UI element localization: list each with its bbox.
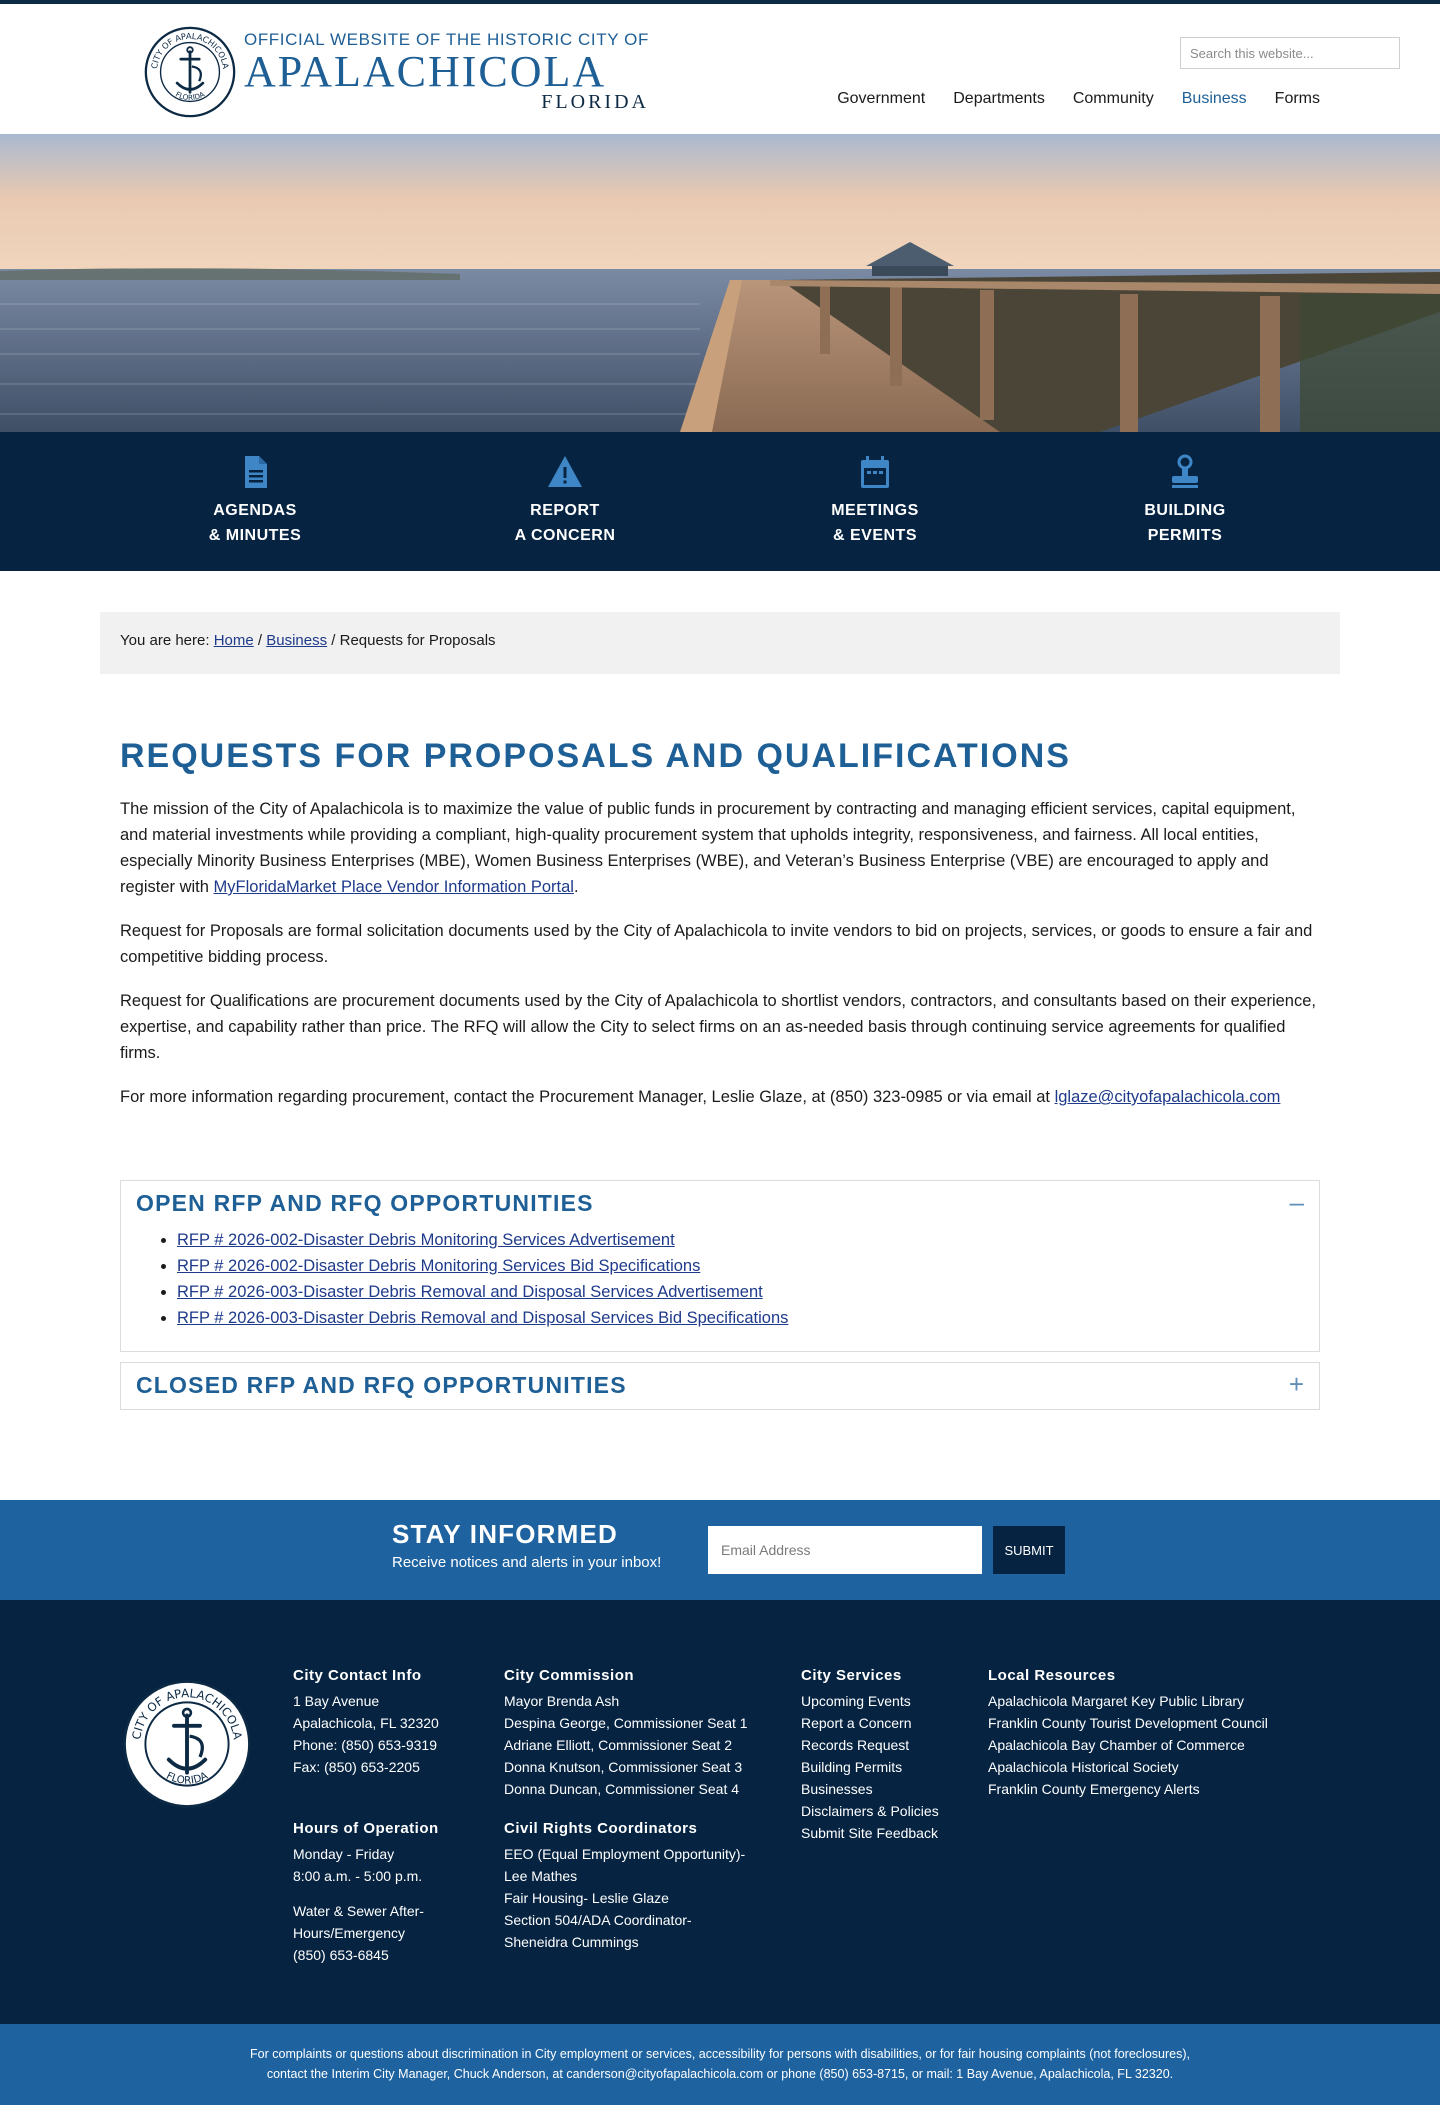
footer-link-library[interactable]: Apalachicola Margaret Key Public Library — [988, 1693, 1245, 1709]
quick-link-building-permits[interactable] — [1075, 432, 1295, 571]
contact-line: Apalachicola, FL 32320 — [293, 1715, 439, 1731]
quick-link-report-concern[interactable] — [455, 432, 675, 571]
warning-icon — [547, 454, 583, 490]
logo-tagline: OFFICIAL WEBSITE OF THE HISTORIC CITY OF — [244, 30, 649, 49]
quick-link-label: BUILDING PERMITS — [1144, 502, 1226, 544]
footer-resources-column — [988, 1665, 1308, 1800]
accordion-closed-opportunities — [120, 1362, 1320, 1410]
quick-link-label: AGENDAS & MINUTES — [208, 502, 302, 544]
stamp-icon — [1167, 454, 1203, 490]
contact-line: Fax: (850) 653-2205 — [293, 1759, 420, 1775]
breadcrumb-current: Requests for Proposals — [339, 632, 496, 649]
list-item — [177, 1227, 1304, 1253]
page-title: REQUESTS FOR PROPOSALS AND QUALIFICATIONS — [120, 737, 1071, 775]
quick-link-label: REPORT A CONCERN — [514, 502, 616, 544]
nav-departments[interactable]: Departments — [953, 90, 1045, 107]
breadcrumb-separator: / — [327, 632, 340, 649]
footer-commission-column — [504, 1665, 764, 1953]
footer-link-building-permits[interactable]: Building Permits — [801, 1759, 903, 1775]
stay-informed-band — [0, 1500, 1440, 1600]
commission-line: Despina George, Commissioner Seat 1 — [504, 1715, 748, 1731]
hours-line: 8:00 a.m. - 5:00 p.m. — [293, 1868, 423, 1884]
civil-rights-line: Sheneidra Cummings — [504, 1934, 639, 1950]
city-seal-logo — [144, 26, 236, 118]
hours-line: Monday - Friday — [293, 1846, 395, 1862]
contact-text: For more information regarding procurement, contact the Procurement Manager, Leslie Glaze, at (850) 323-0985 or via email at — [120, 1088, 1055, 1106]
footer-heading: City Commission — [504, 1667, 635, 1684]
commission-line: Mayor Brenda Ash — [504, 1693, 620, 1709]
rfp-link[interactable]: RFP # 2026-003-Disaster Debris Removal and Disposal Services Bid Specifications — [177, 1309, 789, 1327]
emergency-line: Hours/Emergency — [293, 1925, 406, 1941]
bottom-notice-bar — [0, 2024, 1440, 2105]
notice-line: contact the Interim City Manager, Chuck Anderson, at canderson@cityofapalachicola.com or phone (850) 653-8715, or mail: 1 Bay Avenue, Apalachicola, FL 32320. — [266, 2067, 1174, 2081]
footer-link-emergency-alerts[interactable]: Franklin County Emergency Alerts — [988, 1781, 1200, 1797]
commission-line: Adriane Elliott, Commissioner Seat 2 — [504, 1737, 732, 1753]
list-item — [177, 1279, 1304, 1305]
email-field[interactable] — [708, 1526, 982, 1574]
footer-link-businesses[interactable]: Businesses — [801, 1781, 873, 1797]
rfp-link[interactable]: RFP # 2026-002-Disaster Debris Monitoring Services Advertisement — [177, 1231, 675, 1249]
breadcrumb — [100, 612, 1340, 674]
main-content — [0, 737, 1440, 1410]
breadcrumb-separator: / — [253, 632, 267, 649]
accordion-open-header[interactable] — [121, 1181, 1319, 1227]
emergency-line: (850) 653-6845 — [293, 1947, 389, 1963]
rfp-link[interactable]: RFP # 2026-002-Disaster Debris Monitoring Services Bid Specifications — [177, 1257, 701, 1275]
civil-rights-line: Fair Housing- Leslie Glaze — [504, 1890, 669, 1906]
search-input[interactable] — [1180, 37, 1400, 69]
commission-line: Donna Knutson, Commissioner Seat 3 — [504, 1759, 743, 1775]
quick-links-bar — [0, 432, 1440, 571]
intro-text-end: . — [573, 878, 579, 896]
footer-heading: City Services — [801, 1667, 902, 1684]
submit-button[interactable]: SUBMIT — [993, 1526, 1065, 1574]
quick-link-meetings[interactable] — [765, 432, 985, 571]
footer-heading: City Contact Info — [293, 1667, 422, 1684]
collapse-icon[interactable]: – — [1289, 1187, 1304, 1217]
footer-link-upcoming-events[interactable]: Upcoming Events — [801, 1693, 911, 1709]
open-opportunities-list — [177, 1227, 1304, 1331]
footer-link-tourist-council[interactable]: Franklin County Tourist Development Council — [988, 1715, 1268, 1731]
breadcrumb-home-link[interactable]: Home — [213, 632, 254, 649]
civil-rights-line: Lee Mathes — [504, 1868, 578, 1884]
site-footer — [0, 1600, 1440, 2024]
logo-state: FLORIDA — [541, 91, 649, 113]
quick-link-agendas[interactable] — [145, 432, 365, 571]
list-item — [177, 1253, 1304, 1279]
list-item — [177, 1305, 1304, 1331]
emergency-line: Water & Sewer After- — [293, 1903, 424, 1919]
intro-text: The mission of the City of Apalachicola is to maximize the value of public funds in procurement by contracting and managing efficient services, capital equipment, and material investments while providing a compliant, high-quality procurement system that upholds integrity, responsiveness, and fairness. All local entities, especially Minority Business Enterprises (MBE), Women Business Enterprises (WBE), and Veteran’s Business Enterprise (VBE) are encouraged to apply and register with — [120, 800, 1296, 896]
stay-informed-subtitle: Receive notices and alerts in your inbox! — [392, 1554, 662, 1571]
footer-link-records-request[interactable]: Records Request — [801, 1737, 910, 1753]
commission-line: Donna Duncan, Commissioner Seat 4 — [504, 1781, 740, 1797]
footer-link-site-feedback[interactable]: Submit Site Feedback — [801, 1825, 938, 1841]
footer-link-historical-society[interactable]: Apalachicola Historical Society — [988, 1759, 1179, 1775]
logo-city-name: APALACHICOLA — [244, 47, 607, 96]
seal-text-bottom: FLORIDA — [173, 89, 207, 103]
quick-link-label: MEETINGS & EVENTS — [831, 502, 919, 544]
calendar-icon — [857, 454, 893, 490]
contact-line: 1 Bay Avenue — [293, 1693, 380, 1709]
accordion-open-body — [121, 1227, 1319, 1351]
footer-contact-column — [293, 1665, 463, 1966]
site-header — [0, 4, 1440, 134]
accordion-open-title: OPEN RFP AND RFQ OPPORTUNITIES — [136, 1190, 594, 1216]
accordion-closed-title: CLOSED RFP AND RFQ OPPORTUNITIES — [136, 1372, 627, 1398]
nav-government[interactable]: Government — [837, 90, 926, 107]
nav-business[interactable]: Business — [1181, 90, 1247, 107]
intro-paragraph — [120, 796, 1320, 900]
procurement-email-link[interactable]: lglaze@cityofapalachicola.com — [1054, 1088, 1281, 1106]
accordion-open-opportunities — [120, 1180, 1320, 1352]
footer-seal-text-bottom: FLORIDA — [164, 1769, 210, 1787]
nav-forms[interactable]: Forms — [1274, 90, 1320, 107]
hero-pier-image — [0, 134, 1440, 432]
vendor-portal-link[interactable]: MyFloridaMarket Place Vendor Information Portal — [213, 878, 574, 896]
stay-informed-title: STAY INFORMED — [392, 1519, 619, 1549]
civil-rights-line: Section 504/ADA Coordinator- — [504, 1912, 692, 1928]
footer-link-chamber[interactable]: Apalachicola Bay Chamber of Commerce — [988, 1737, 1245, 1753]
expand-icon[interactable]: + — [1288, 1369, 1304, 1399]
main-nav — [837, 90, 1320, 108]
rfp-link[interactable]: RFP # 2026-003-Disaster Debris Removal and Disposal Services Advertisement — [177, 1283, 763, 1301]
contact-paragraph — [120, 1084, 1320, 1110]
rfq-description: Request for Qualifications are procurement documents used by the City of Apalachicola to shortlist vendors, contractors, and consultants based on their experience, expertise, and capability rather than price. The RFQ will allow the City to select firms on an as-needed basis through continuing service agreements for qualified firms. — [120, 992, 1316, 1062]
rfp-description: Request for Proposals are formal solicitation documents used by the City of Apalachicola to invite vendors to bid on projects, services, or goods to ensure a fair and competitive bidding process. — [120, 922, 1313, 966]
accordion-closed-header[interactable] — [121, 1363, 1319, 1409]
footer-heading: Civil Rights Coordinators — [504, 1820, 698, 1837]
civil-rights-line: EEO (Equal Employment Opportunity)- — [504, 1846, 746, 1862]
site-logo-text[interactable] — [244, 30, 649, 112]
document-icon — [237, 454, 273, 490]
footer-link-report-concern[interactable]: Report a Concern — [801, 1715, 912, 1731]
footer-city-seal — [122, 1679, 252, 1809]
footer-seal-text-top: CITY OF APALACHICOLA — [129, 1686, 245, 1741]
breadcrumb-business-link[interactable]: Business — [266, 632, 328, 649]
footer-link-disclaimers[interactable]: Disclaimers & Policies — [801, 1803, 939, 1819]
footer-heading: Hours of Operation — [293, 1820, 439, 1837]
footer-heading: Local Resources — [988, 1667, 1116, 1684]
nav-community[interactable]: Community — [1072, 90, 1154, 107]
seal-text-top: CITY OF APALACHICOLA — [148, 30, 232, 70]
contact-line: Phone: (850) 653-9319 — [293, 1737, 437, 1753]
breadcrumb-prefix: You are here: — [120, 632, 214, 649]
footer-services-column — [801, 1665, 961, 1844]
notice-line: For complaints or questions about discrimination in City employment or services, accessibility for persons with disabilities, or for fair housing complaints (not foreclosures), — [250, 2047, 1190, 2061]
